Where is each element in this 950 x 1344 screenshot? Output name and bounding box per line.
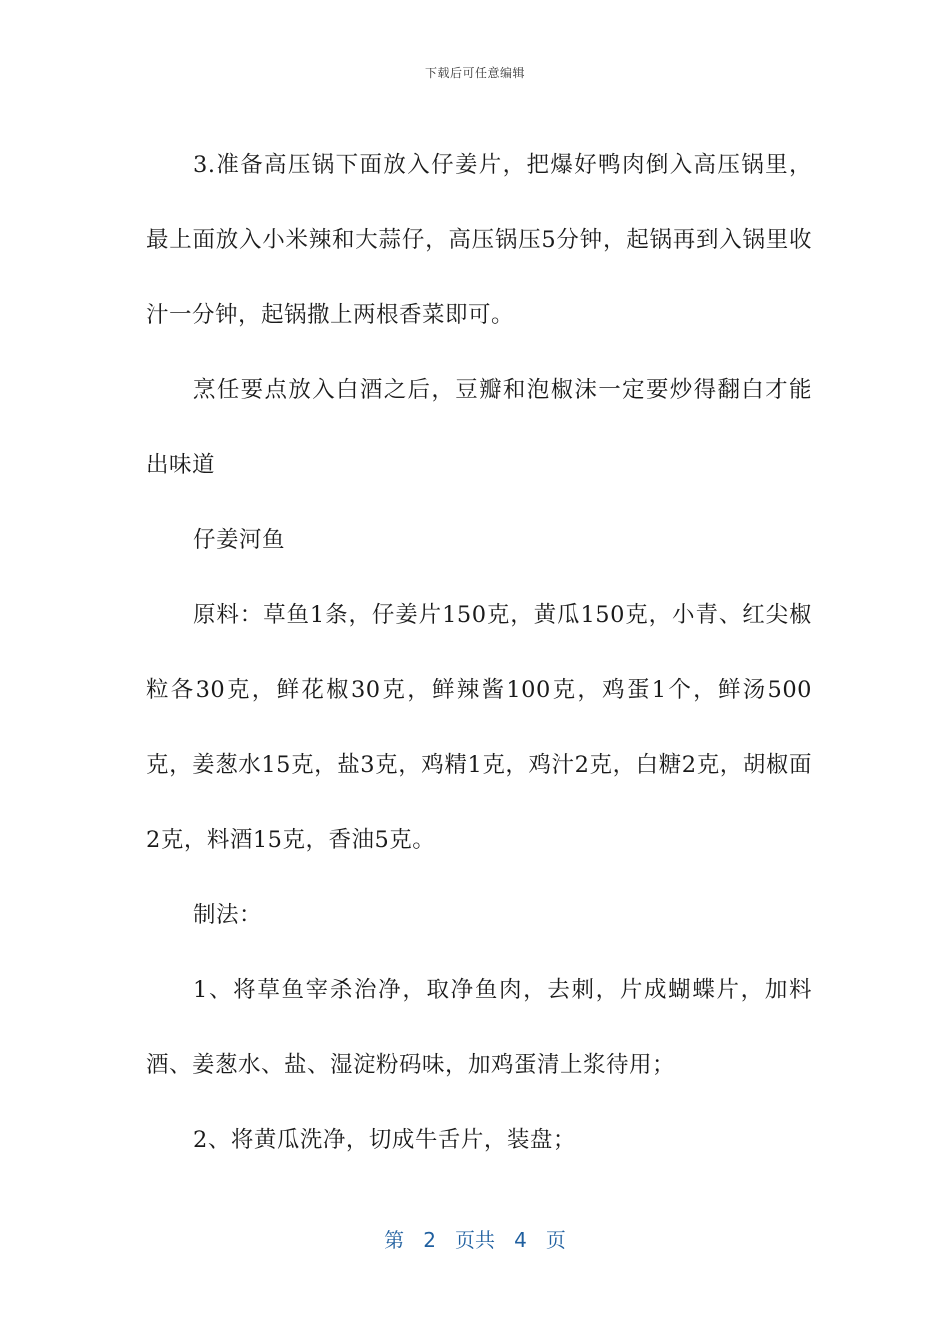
paragraph-step-3: 3.准备高压锅下面放入仔姜片，把爆好鸭肉倒入高压锅里，最上面放入小米辣和大蒜仔，高压锅压5分钟，起锅再到入锅里收汁一分钟，起锅撒上两根香菜即可。	[146, 152, 812, 328]
footer-prefix: 第	[384, 1228, 405, 1252]
current-page-number: 2	[423, 1228, 436, 1252]
document-body	[146, 128, 812, 1178]
paragraph-cooking-tip: 烹任要点放入白酒之后，豆瓣和泡椒沫一定要炒得翻白才能出味道	[146, 377, 812, 478]
method-heading: 制法：	[193, 902, 263, 928]
page-header-note: 下载后可任意编辑	[424, 66, 525, 80]
page-number-footer	[0, 1224, 950, 1253]
total-page-count: 4	[514, 1228, 527, 1252]
paragraph-method-step-2: 2、将黄瓜洗净，切成牛舌片，装盘；	[193, 1127, 576, 1153]
footer-middle: 页共	[455, 1228, 495, 1252]
paragraph-ingredients: 原料：草鱼1条，仔姜片150克，黄瓜150克，小青、红尖椒粒各30克，鲜花椒30克，鲜辣酱100克，鸡蛋1个，鲜汤500克，姜葱水15克，盐3克，鸡精1克，鸡汁2克，白糖2克，胡椒面2克，料酒15克，香油5克。	[146, 602, 812, 853]
footer-suffix: 页	[545, 1228, 566, 1252]
paragraph-method-step-1: 1、将草鱼宰杀治净，取净鱼肉，去刺，片成蝴蝶片，加料酒、姜葱水、盐、湿淀粉码味，加鸡蛋清上浆待用；	[146, 977, 812, 1078]
recipe-title: 仔姜河鱼	[193, 527, 286, 553]
